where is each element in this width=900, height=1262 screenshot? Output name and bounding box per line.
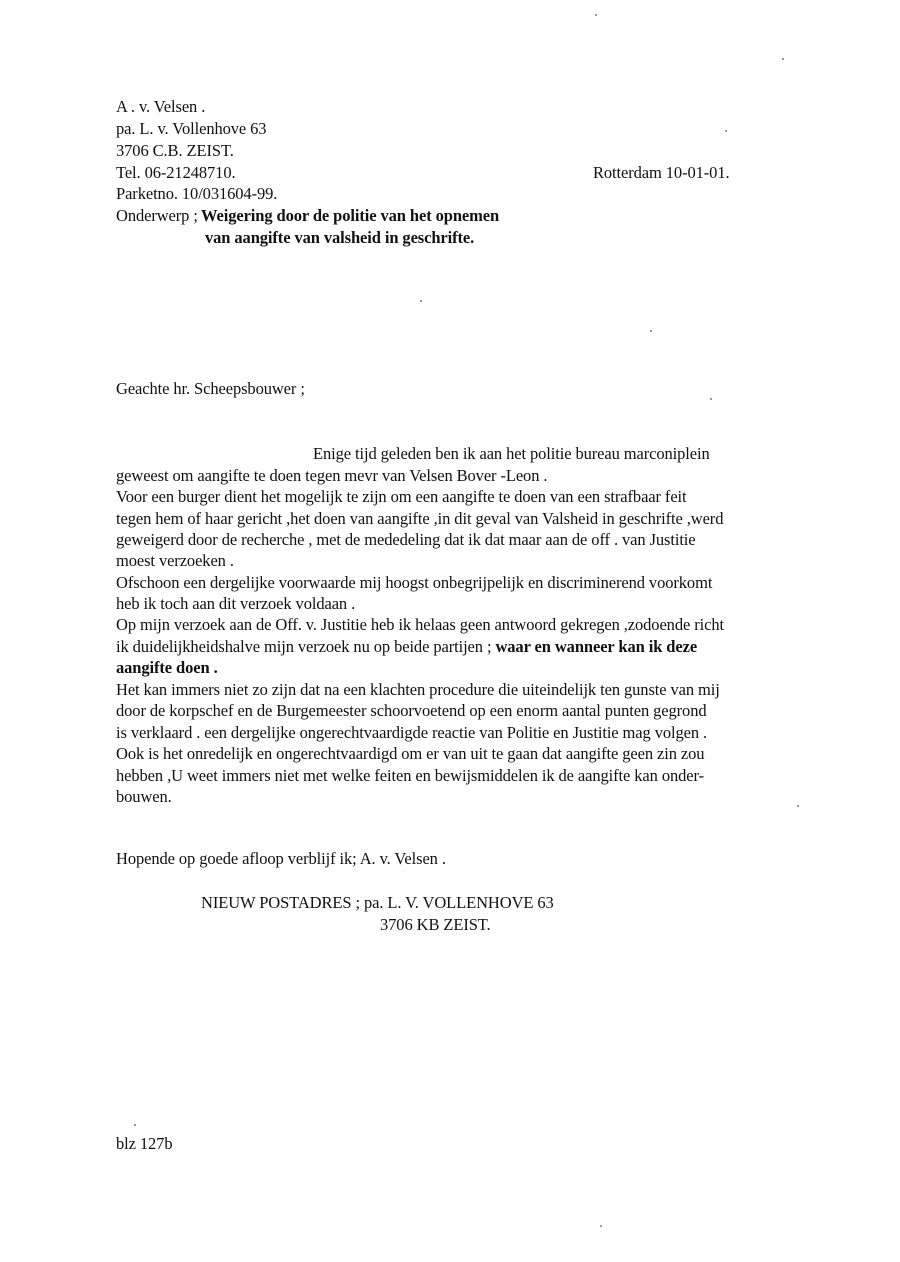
- body-line: Ook is het onredelijk en ongerechtvaardigd om er van uit te gaan dat aangifte geen zin zou: [116, 744, 705, 763]
- body-line: tegen hem of haar gericht ,het doen van aangifte ,in dit geval van Valsheid in geschrifte ,werd: [116, 509, 724, 528]
- body-line: Het kan immers niet zo zijn dat na een klachten procedure die uiteindelijk ten gunste van mij: [116, 680, 720, 699]
- page-number: blz 127b: [116, 1134, 173, 1153]
- scan-speck: [725, 130, 727, 132]
- scan-speck: [134, 1124, 136, 1126]
- body-line: geweigerd door de recherche , met de mededeling dat ik dat maar aan de off . van Justitie: [116, 530, 696, 549]
- body-line-bold-part: waar en wanneer kan ik deze: [495, 637, 698, 656]
- scan-speck: [782, 58, 784, 60]
- body-line: geweest om aangifte te doen tegen mevr van Velsen Bover -Leon .: [116, 466, 548, 485]
- subject-line-1: Weigering door de politie van het opnemen: [201, 206, 500, 225]
- sender-case-number: Parketno. 10/031604-99.: [116, 184, 278, 203]
- sender-care-of: pa. L. v. Vollenhove 63: [116, 119, 267, 138]
- body-line-regular-part: ik duidelijkheidshalve mijn verzoek nu op beide partijen ;: [116, 637, 496, 656]
- body-line: Enige tijd geleden ben ik aan het politie bureau marconiplein: [313, 444, 710, 463]
- body-line-bold: aangifte doen .: [116, 658, 218, 677]
- sender-postal-city: 3706 C.B. ZEIST.: [116, 141, 234, 160]
- scan-speck: [710, 398, 712, 400]
- subject-label: Onderwerp ;: [116, 206, 198, 225]
- scan-speck: [420, 300, 422, 302]
- scan-speck: [797, 805, 799, 807]
- body-line: moest verzoeken .: [116, 551, 234, 570]
- body-line: is verklaard . een dergelijke ongerechtvaardigde reactie van Politie en Justitie mag volgen .: [116, 723, 708, 742]
- body-line: door de korpschef en de Burgemeester schoorvoetend op een enorm aantal punten gegrond: [116, 701, 707, 720]
- scan-speck: [595, 14, 597, 16]
- body-line: hebben ,U weet immers niet met welke feiten en bewijsmiddelen ik de aangifte kan onder-: [116, 766, 704, 785]
- body-line: bouwen.: [116, 787, 172, 806]
- subject-line-2: van aangifte van valsheid in geschrifte.: [205, 228, 475, 247]
- sender-name: A . v. Velsen .: [116, 97, 206, 116]
- closing-signature: Hopende op goede afloop verblijf ik; A. v. Velsen .: [116, 849, 446, 868]
- body-line: [116, 636, 697, 657]
- date-place: Rotterdam 10-01-01.: [593, 163, 730, 182]
- body-line: heb ik toch aan dit verzoek voldaan .: [116, 594, 356, 613]
- sender-phone: Tel. 06-21248710.: [116, 163, 236, 182]
- scan-speck: [650, 330, 652, 332]
- body-line: Ofschoon een dergelijke voorwaarde mij hoogst onbegrijpelijk en discriminerend voorkomt: [116, 573, 713, 592]
- salutation: Geachte hr. Scheepsbouwer ;: [116, 379, 305, 398]
- new-address-line-1: NIEUW POSTADRES ; pa. L. V. VOLLENHOVE 63: [201, 893, 554, 912]
- body-line: Voor een burger dient het mogelijk te zijn om een aangifte te doen van een strafbaar feit: [116, 487, 687, 506]
- body-line: Op mijn verzoek aan de Off. v. Justitie heb ik helaas geen antwoord gekregen ,zodoende richt: [116, 615, 724, 634]
- new-address-line-2: 3706 KB ZEIST.: [380, 915, 491, 934]
- scan-speck: [600, 1225, 602, 1227]
